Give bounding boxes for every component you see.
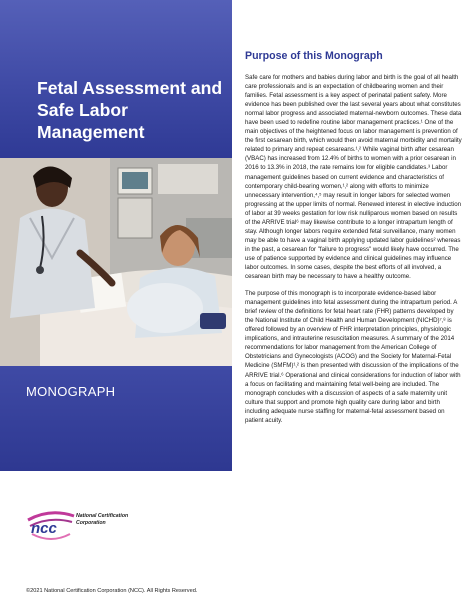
document-title: Fetal Assessment and Safe Labor Management xyxy=(37,78,223,142)
section-heading: Purpose of this Monograph xyxy=(245,50,383,62)
ncc-logo-text: ncc xyxy=(31,520,57,537)
cover-panel xyxy=(0,0,232,613)
body-paragraph-2: The purpose of this monograph is to incorporate evidence-based labor management guidelines into fetal assessment during the intrapartum period. A brief review of the definitions for fetal heart rate (FHR) patterns developed by the National Institute of Child Health and Human Development (NICHD)⁷‚⁸ is offered followed by an overview of FHR interpretation principles, physiologic implications, and intrauterine resuscitation measures. A summary of the 2014 recommendations for labor management from the American College of Obstetricians and Gynecologists (ACOG) and the Society for Maternal-Fetal Medicine (SMFM)¹‚² is then presented with discussion of the implications of the ARRIVE trial.⁶ Operational and clinical considerations for induction of labor with a focus on facilitating and maintaining fetal well-being are included. The monograph concludes with a discussion of aspects of a safe maternity unit culture that support and promote high quality care during labor and birth including adequate nurse staffing for maternal-fetal assessment based on patient acuity. xyxy=(245,290,461,424)
cover-photo xyxy=(0,158,232,366)
content-column xyxy=(245,50,462,425)
ncc-logo xyxy=(26,506,156,556)
copyright-notice: ©2021 National Certification Corporation (NCC). All Rights Reserved. xyxy=(26,588,198,594)
monograph-band xyxy=(0,366,232,471)
logo-org-name: National Certification Corporation xyxy=(76,513,129,526)
monograph-label: MONOGRAPH xyxy=(26,384,116,399)
nurse-and-patient-photo-illustration xyxy=(0,158,232,366)
body-paragraph-1: Safe care for mothers and babies during labor and birth is the goal of all health care professionals and is an expectation of childbearing women and their families. Fetal assessment is a key aspect of perinatal patient safety. More evidence has been published over the last several years about what constitutes normal labor progress and associated maternal-newborn outcomes. These data have been used to redefine routine labor management practices.¹ One of the main objectives of the heightened focus on labor management is prevention of the first cesarean birth, which would then avoid maternal morbidity and mortality related to primary and repeat cesareans.¹‚² While vaginal birth after cesarean (VBAC) has increased from 12.4% of births to women with a prior cesarean in 2016 to 13.3% in 2018, the rate remains low for eligible candidates.³ Labor management guidelines based on current evidence and characteristics of contemporary child-bearing women,¹‚² along with efforts to minimize unnecessary intervention,⁴‚⁵ may result in longer labors for selected women progressing at the upper limits of normal. Renewed interest in elective induction of labor at 39 weeks gestation for low risk nulliparous women based on results of the ARRIVE trial⁶ may likewise contribute to a longer intrapartum length of stay. Although longer labors require extended fetal surveillance, many women may be able to have a vaginal birth applying updated labor guidelines² whereas in the past, a cesarean for "failure to progress" would likely have occurred. The use of patience supported by evidence and clinical guidelines may influence labor outcomes. In some cases, despite the best efforts of all involved, a cesarean birth may be necessary to have a healthy outcome. xyxy=(245,74,462,281)
title-block xyxy=(0,0,232,158)
ncc-logo-mark xyxy=(26,506,76,546)
